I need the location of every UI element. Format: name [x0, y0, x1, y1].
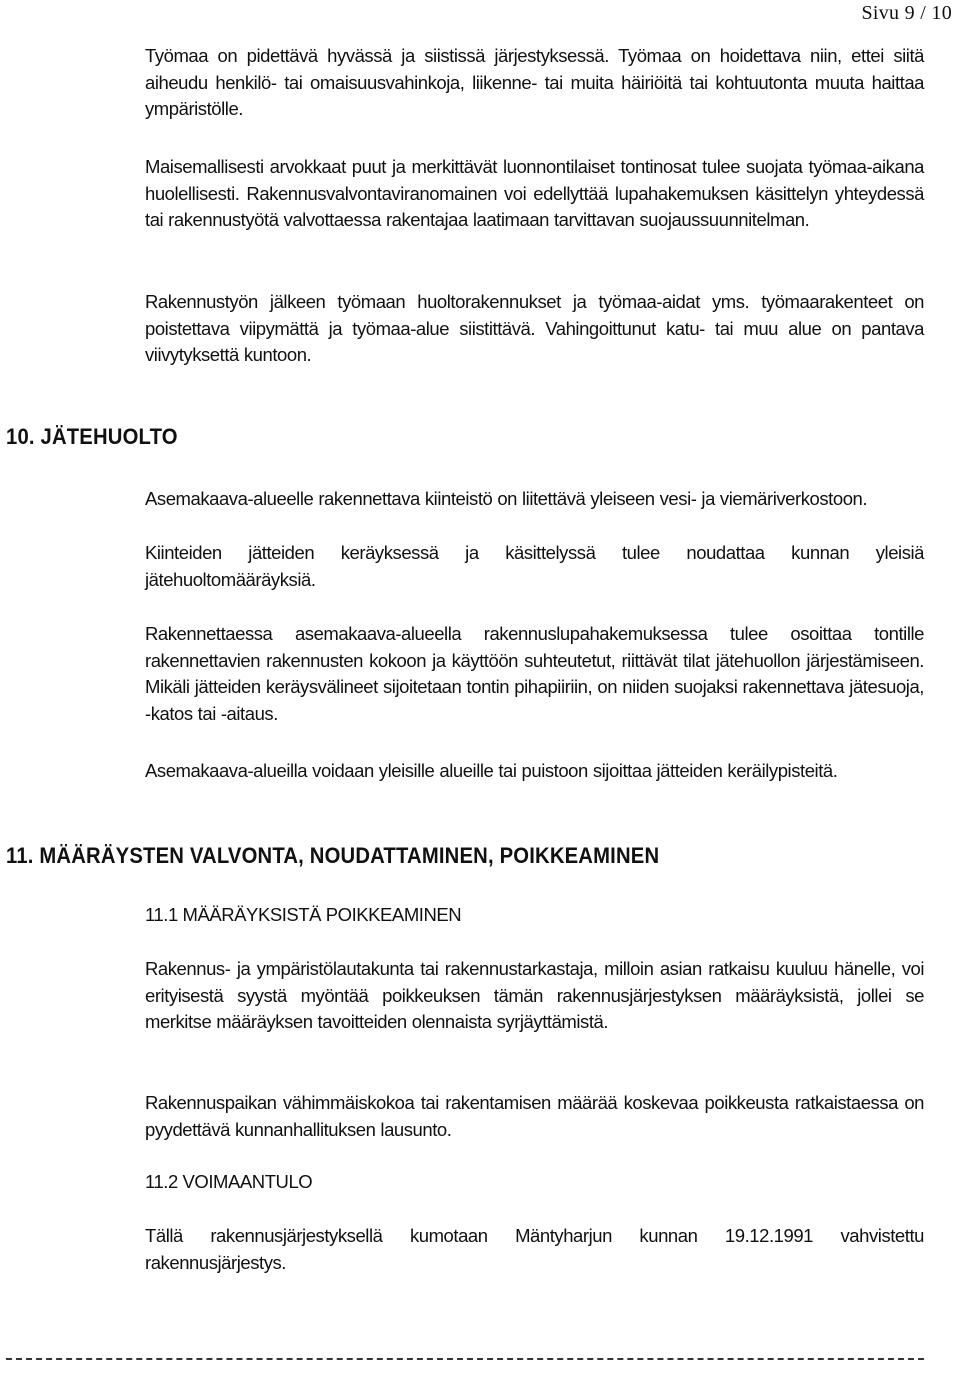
paragraph-waste-facilities: Rakennettaessa asemakaava-alueella rakennuslupahakemuksessa tulee osoittaa tontille rakennettavien rakennusten kokoon ja käyttöön suhteutetut, riittävät tilat jätehuollon järjestämiseen. Mikäli jätteiden keräysvälineet sijoitetaan tontin pihapiiriin, on niiden suojaksi rakennettava jätesuoja, -katos tai -aitaus. — [145, 623, 924, 724]
subsection-title-entry-into-force: 11.2 VOIMAANTULO — [145, 1171, 313, 1192]
section-heading-supervision: 11. MÄÄRÄYSTEN VALVONTA, NOUDATTAMINEN, POIKKEAMINEN — [6, 843, 660, 868]
footer-dashed-rule — [6, 1358, 924, 1360]
paragraph-site-cleanup: Rakennustyön jälkeen työmaan huoltorakennukset ja työmaa-aidat yms. työmaarakenteet on poistettava viipymättä ja työmaa-alue siistittävä. Vahingoittunut katu- tai muu alue on pantava viivytyksettä kuntoon. — [145, 291, 924, 365]
paragraph-water-connection: Asemakaava-alueelle rakennettava kiinteistö on liitettävä yleiseen vesi- ja viemäriverkostoon. — [145, 488, 868, 509]
paragraph-waste-rules: Kiinteiden jätteiden keräyksessä ja käsittelyssä tulee noudattaa kunnan yleisiä jätehuoltomääräyksiä. — [145, 542, 924, 590]
paragraph-tree-protection: Maisemallisesti arvokkaat puut ja merkittävät luonnontilaiset tontinosat tulee suojata työmaa-aikana huolellisesti. Rakennusvalvontaviranomainen voi edellyttää lupahakemuksen käsittelyn yhteydessä tai rakennustyötä valvottaessa rakentajaa laatimaan tarvittavan suojaussuunnitelman. — [145, 156, 924, 230]
paragraph-minimum-size: Rakennuspaikan vähimmäiskokoa tai rakentamisen määrää koskevaa poikkeusta ratkaistaessa on pyydettävä kunnanhallituksen lausunto. — [145, 1092, 924, 1140]
paragraph-repeal: Tällä rakennusjärjestyksellä kumotaan Mäntyharjun kunnan 19.12.1991 vahvistettu rakennusjärjestys. — [145, 1225, 924, 1273]
subsection-title-exemptions: 11.1 MÄÄRÄYKSISTÄ POIKKEAMINEN — [145, 904, 462, 925]
paragraph-collection-points: Asemakaava-alueilla voidaan yleisille alueille tai puistoon sijoittaa jätteiden keräilypisteitä. — [145, 760, 838, 781]
paragraph-exemption-authority: Rakennus- ja ympäristölautakunta tai rakennustarkastaja, milloin asian ratkaisu kuuluu hänelle, voi erityisestä syystä myöntää poikkeuksen tämän rakennusjärjestyksen määräyksistä, jollei se merkitse määräyksen tavoitteiden olennaista syrjäyttämistä. — [145, 958, 924, 1032]
section-heading-waste: 10. JÄTEHUOLTO — [6, 424, 178, 449]
page-number: Sivu 9 / 10 — [861, 2, 952, 24]
paragraph-worksite-order: Työmaa on pidettävä hyvässä ja siistissä järjestyksessä. Työmaa on hoidettava niin, ettei siitä aiheudu henkilö- tai omaisuusvahinkoja, liikenne- tai muita häiriöitä tai kohtuutonta muuta haittaa ympäristölle. — [145, 45, 924, 119]
